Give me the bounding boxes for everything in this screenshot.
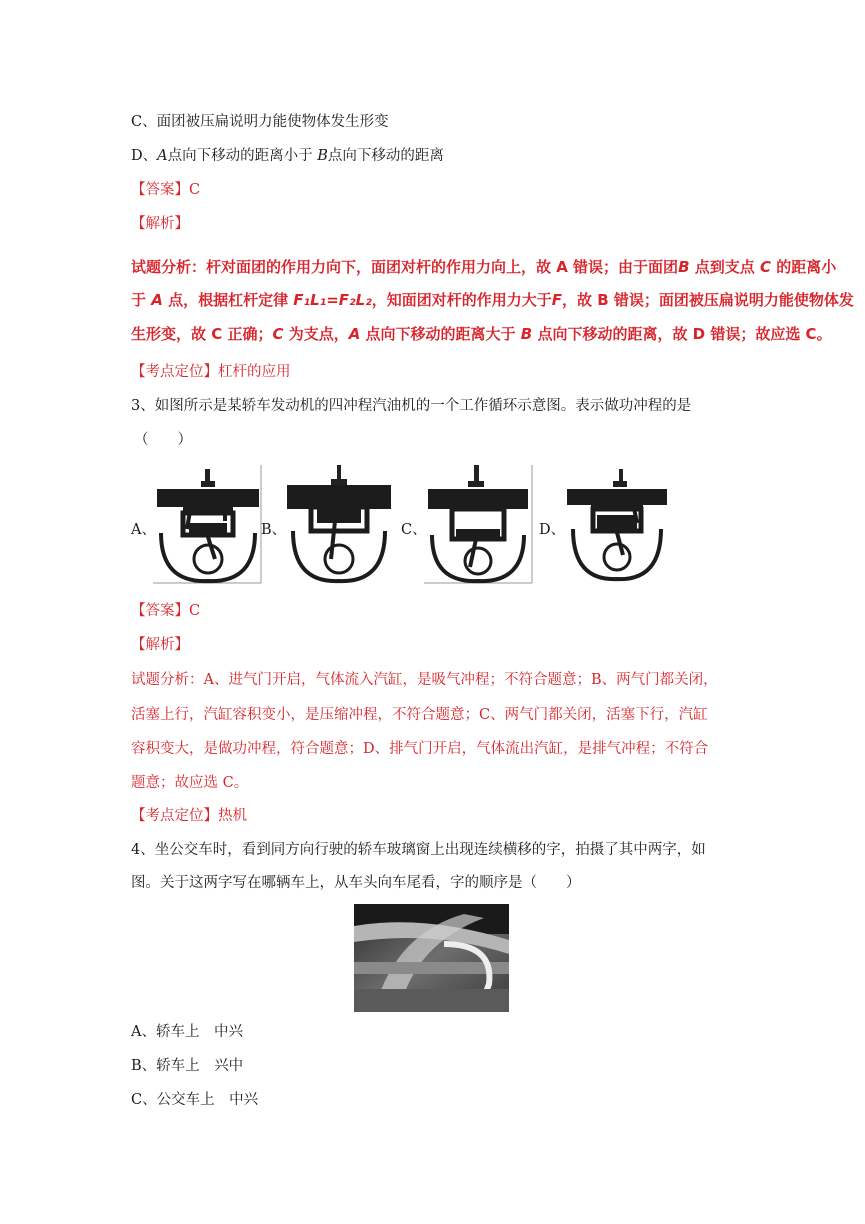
q3-stem-line-2: （ ） xyxy=(134,432,192,448)
q2-analysis-line-2: 于 A 点，根据杠杆定律 F₁L₁=F₂L₂，知面团对杆的作用力大于F，故 B 错误；面团被压扁说明力能使物体发 xyxy=(131,291,854,309)
q4-option-b: B、轿车上 兴中 xyxy=(131,1058,244,1074)
engine-diagram-intake xyxy=(153,463,263,585)
q3-option-a-label: A、 xyxy=(131,522,156,538)
q2-option-d: D、A点向下移动的距离小于 B点向下移动的距离 xyxy=(131,148,444,164)
q2-answer: 【答案】C xyxy=(131,182,201,198)
q4-option-c: C、公交车上 中兴 xyxy=(131,1092,259,1108)
q3-stem-line-1: 3、如图所示是某轿车发动机的四冲程汽油机的一个工作循环示意图。表示做功冲程的是 xyxy=(131,398,692,414)
q2-analysis-header: 【解析】 xyxy=(131,216,189,232)
q4-stem-line-2: 图。关于这两字写在哪辆车上，从车头向车尾看，字的顺序是（ ） xyxy=(131,875,581,891)
q3-analysis-line-1: 试题分析：A、进气门开启，气体流入汽缸，是吸气冲程；不符合题意；B、两气门都关闭， xyxy=(131,672,718,688)
q3-analysis-header: 【解析】 xyxy=(131,637,189,653)
engine-diagram-power xyxy=(424,463,534,585)
q2-option-c: C、面团被压扁说明力能使物体发生形变 xyxy=(131,114,389,130)
q3-option-c-label: C、 xyxy=(401,522,427,538)
q4-option-a: A、轿车上 中兴 xyxy=(131,1024,243,1040)
q3-analysis-line-4: 题意；故应选 C。 xyxy=(131,775,249,791)
q4-stem-line-1: 4、坐公交车时，看到同方向行驶的轿车玻璃窗上出现连续横移的字，拍摄了其中两字，如 xyxy=(131,842,706,858)
engine-diagram-compression xyxy=(283,463,395,585)
q3-answer: 【答案】C xyxy=(131,603,201,619)
engine-diagram-exhaust xyxy=(563,463,671,585)
q3-option-b-label: B、 xyxy=(261,522,287,538)
q3-analysis-line-3: 容积变大，是做功冲程，符合题意；D、排气门开启，气体流出汽缸，是排气冲程；不符合 xyxy=(131,741,709,757)
car-window-photo xyxy=(354,904,509,1012)
q2-kaodian: 【考点定位】杠杆的应用 xyxy=(131,364,291,380)
q2-analysis-line-1: 试题分析：杆对面团的作用力向下，面团对杆的作用力向上，故 A 错误；由于面团B 点到支点 C 的距离小 xyxy=(131,258,837,276)
q3-kaodian: 【考点定位】热机 xyxy=(131,808,247,824)
q2-analysis-line-3: 生形变，故 C 正确；C 为支点，A 点向下移动的距离大于 B 点向下移动的距离，故 D 错误；故应选 C。 xyxy=(131,325,832,343)
q3-analysis-line-2: 活塞上行，汽缸容积变小，是压缩冲程，不符合题意；C、两气门都关闭，活塞下行，汽缸 xyxy=(131,707,708,723)
q3-engine-figures xyxy=(131,463,691,588)
q3-option-d-label: D、 xyxy=(539,522,566,538)
